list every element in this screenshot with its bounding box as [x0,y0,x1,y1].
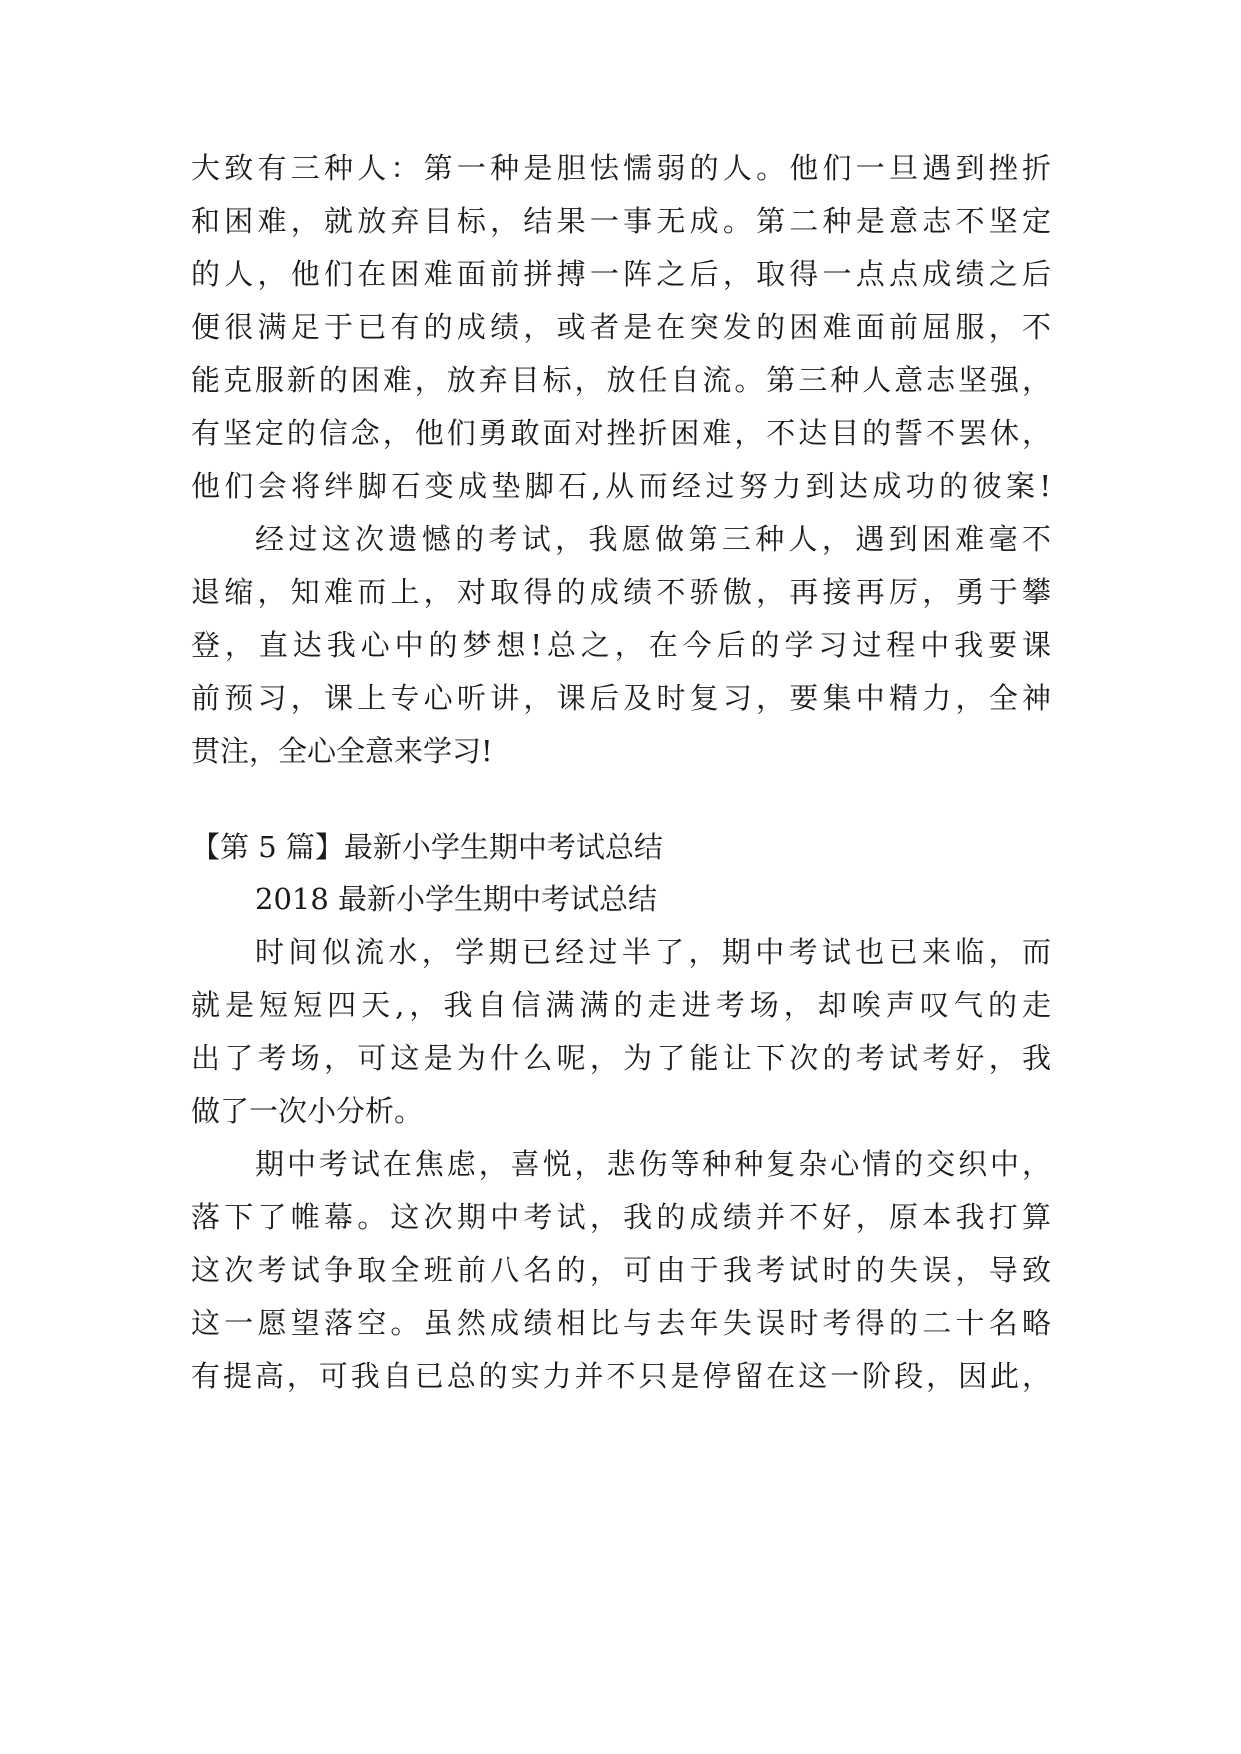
article-subtitle: 2018 最新小学生期中考试总结 [255,882,658,916]
text-line: 这次考试争取全班前八名的，可由于我考试时的失误，导致 [191,1253,1051,1287]
text-line: 做了一次小分析。 [191,1094,424,1128]
text-line: 能克服新的困难，放弃目标，放任自流。第三种人意志坚强， [191,363,1051,397]
text-line: 和困难，就放弃目标，结果一事无成。第二种是意志不坚定 [191,204,1051,238]
text-line: 就是短短四天,，我自信满满的走进考场，却唉声叹气的走 [191,988,1051,1022]
text-line: 出了考场，可这是为什么呢，为了能让下次的考试考好，我 [191,1041,1051,1075]
text-line: 有提高，可我自已总的实力并不只是停留在这一阶段，因此， [191,1359,1051,1393]
text-line: 期中考试在焦虑，喜悦，悲伤等种种复杂心情的交织中， [255,1147,1051,1181]
text-line: 经过这次遗憾的考试，我愿做第三种人，遇到困难毫不 [255,522,1051,556]
text-line: 退缩，知难而上，对取得的成绩不骄傲，再接再厉，勇于攀 [191,575,1051,609]
text-line: 时间似流水，学期已经过半了，期中考试也已来临，而 [255,935,1051,969]
text-line: 的人，他们在困难面前拼搏一阵之后，取得一点点成绩之后 [191,257,1051,291]
text-line: 落下了帷幕。这次期中考试，我的成绩并不好，原本我打算 [191,1200,1051,1234]
text-line: 便很满足于已有的成绩，或者是在突发的困难面前屈服，不 [191,310,1051,344]
article-heading: 【第 5 篇】最新小学生期中考试总结 [191,830,663,864]
text-line: 有坚定的信念，他们勇敢面对挫折困难，不达目的誓不罢休， [191,416,1051,450]
text-line: 这一愿望落空。虽然成绩相比与去年失误时考得的二十名略 [191,1306,1051,1340]
text-line: 前预习，课上专心听讲，课后及时复习，要集中精力，全神 [191,681,1051,715]
text-line: 大致有三种人：第一种是胆怯懦弱的人。他们一旦遇到挫折 [191,151,1051,185]
text-line: 登，直达我心中的梦想!总之，在今后的学习过程中我要课 [191,628,1051,662]
text-line: 贯注，全心全意来学习! [191,734,493,768]
text-line: 他们会将绊脚石变成垫脚石,从而经过努力到达成功的彼案! [191,469,1051,503]
